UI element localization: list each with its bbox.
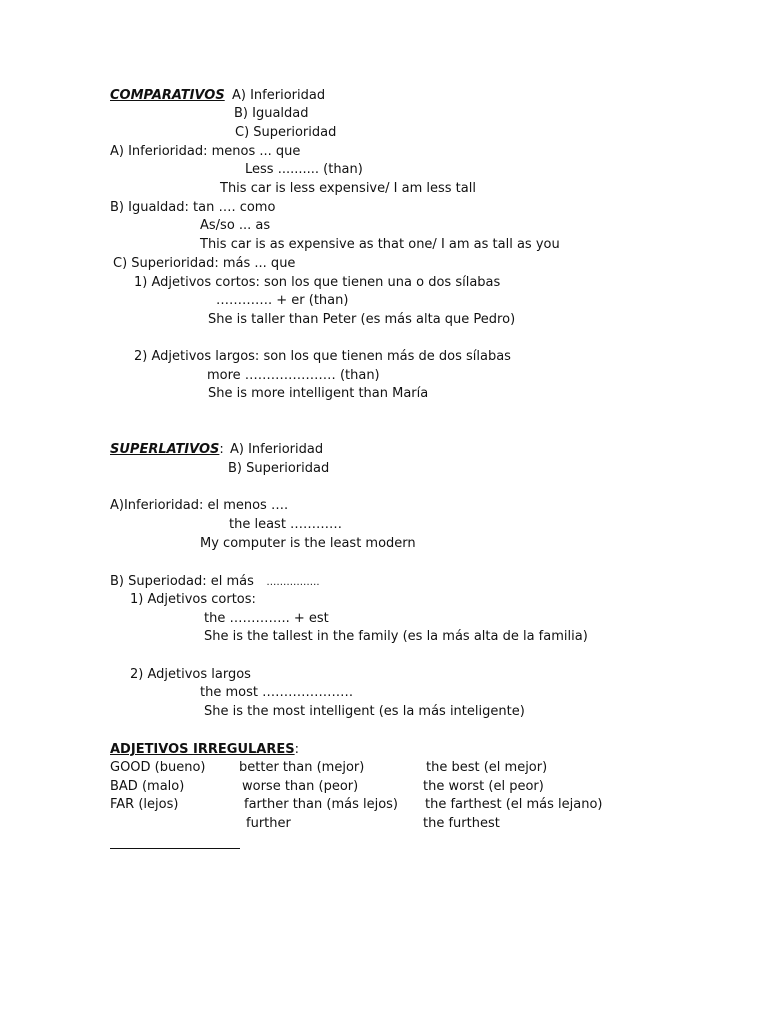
sup-superioridad-title-text: B) Superiodad: el más [110, 574, 254, 589]
irregular-comparative: worse than (peor) [242, 779, 359, 794]
largos-title: 2) Adjetivos largos: son los que tienen más de dos sílabas [134, 349, 511, 364]
sup-cortos-title: 1) Adjetivos cortos: [130, 592, 256, 607]
inferioridad-pattern: Less .......... (than) [245, 162, 363, 177]
footnote-rule [110, 848, 240, 849]
irregular-superlative: the farthest (el más lejano) [425, 797, 603, 812]
cortos-pattern: …………. + er (than) [216, 293, 349, 308]
igualdad-title: B) Igualdad: tan …. como [110, 200, 276, 215]
irregulares-colon: : [294, 742, 299, 757]
irregular-superlative: the best (el mejor) [426, 760, 548, 775]
superlativos-list-item: B) Superioridad [228, 461, 330, 476]
irregulares-heading-line [110, 742, 299, 758]
sup-inferioridad-example: My computer is the least modern [200, 536, 416, 551]
irregular-base: BAD (malo) [110, 779, 185, 794]
sup-superioridad-title [110, 574, 320, 591]
sup-cortos-example: She is the tallest in the family (es la más alta de la familia) [204, 629, 588, 644]
inferioridad-example: This car is less expensive/ I am less tall [220, 181, 476, 196]
largos-example: She is more intelligent than María [208, 386, 429, 401]
largos-pattern: more ………………… (than) [207, 368, 380, 383]
comparativos-list-item: B) Igualdad [234, 106, 309, 121]
irregular-comparative: better than (mejor) [239, 760, 365, 775]
irregular-superlative: the worst (el peor) [423, 779, 544, 794]
igualdad-example: This car is as expensive as that one/ I am as tall as you [200, 237, 560, 252]
irregular-base: FAR (lejos) [110, 797, 179, 812]
comparativos-list-item: C) Superioridad [235, 125, 337, 140]
sup-largos-title: 2) Adjetivos largos [130, 667, 251, 682]
irregular-comparative: farther than (más lejos) [244, 797, 399, 812]
cortos-example: She is taller than Peter (es más alta que Pedro) [208, 312, 516, 327]
irregulares-heading: ADJETIVOS IRREGULARES [110, 742, 295, 757]
sup-largos-pattern: the most ………………… [200, 685, 354, 700]
sup-superioridad-title-dots: ……………. [266, 577, 320, 588]
irregular-comparative: further [246, 816, 291, 831]
cortos-title: 1) Adjetivos cortos: son los que tienen una o dos sílabas [134, 275, 501, 290]
irregular-superlative: the furthest [423, 816, 500, 831]
comparativos-heading: COMPARATIVOS [110, 88, 225, 103]
irregular-base: GOOD (bueno) [110, 760, 206, 775]
inferioridad-title: A) Inferioridad: menos ... que [110, 144, 301, 159]
superlativos-heading-line [110, 442, 224, 458]
sup-cortos-pattern: the ………….. + est [204, 611, 329, 626]
sup-largos-example: She is the most intelligent (es la más inteligente) [204, 704, 525, 719]
comparativos-list-item: A) Inferioridad [232, 88, 326, 103]
sup-inferioridad-title: A)Inferioridad: el menos …. [110, 498, 289, 513]
superlativos-heading: SUPERLATIVOS [110, 442, 220, 457]
superlativos-list-item: A) Inferioridad [230, 442, 324, 457]
sup-inferioridad-pattern: the least ………… [229, 517, 343, 532]
igualdad-pattern: As/so ... as [200, 218, 271, 233]
superioridad-title: C) Superioridad: más ... que [113, 256, 296, 271]
superlativos-colon: : [219, 442, 224, 457]
